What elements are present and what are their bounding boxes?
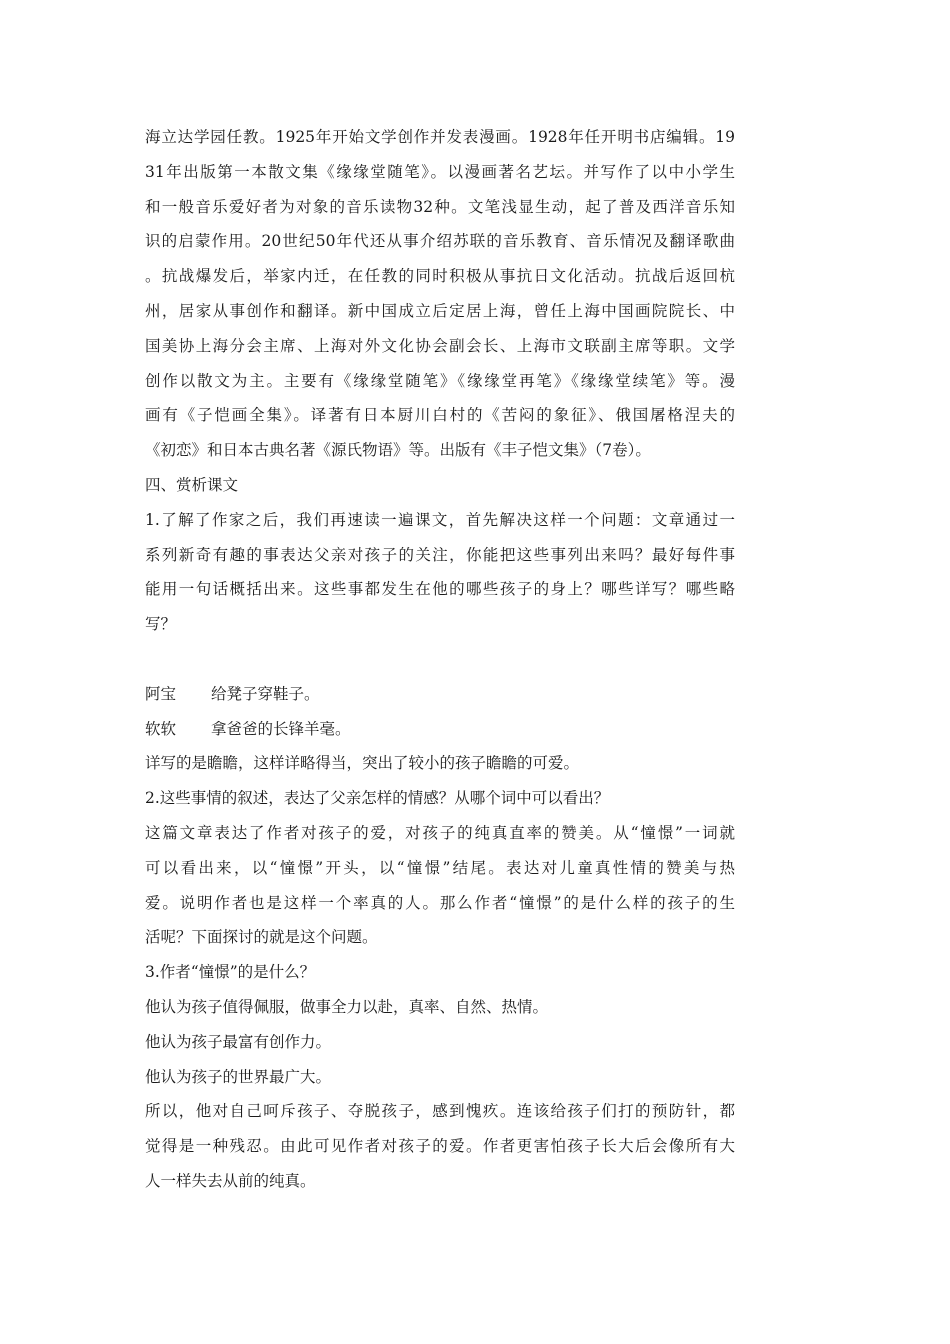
text-line: 画有《子恺画全集》。译著有日本厨川白村的《苦闷的象征》、俄国屠格涅夫的 [145,406,735,425]
text-line: 他认为孩子最富有创作力。 [145,1032,332,1051]
list-item [145,677,735,712]
text-line: 海立达学园任教。1925年开始文学创作并发表漫画。1928年任开明书店编辑。19 [145,128,735,146]
document-page [145,120,735,1199]
text-line: 他认为孩子的世界最广大。 [145,1067,332,1086]
child-event: 给凳子穿鞋子。 [211,684,320,703]
text-line: 31年出版第一本散文集《缘缘堂随笔》。以漫画著名艺坛。并写作了以中小学生 [145,162,735,181]
text-line: 系列新奇有趣的事表达父亲对孩子的关注，你能把这些事列出来吗？最好每件事 [145,545,735,564]
text-line: 《初恋》和日本古典名著《源氏物语》等。出版有《丰子恺文集》（7卷）。 [145,441,651,460]
text-line: 。抗战爆发后，举家内迁，在任教的同时积极从事抗日文化活动。抗战后返回杭 [145,267,735,286]
child-name: 阿宝 [145,684,177,703]
text-line: 人一样失去从前的纯真。 [145,1171,316,1190]
answer-3 [145,990,735,1094]
text-line: 他认为孩子值得佩服，做事全力以赴，真率、自然、热情。 [145,997,549,1016]
biography-paragraph [145,120,735,468]
question-3: 3.作者“憧憬”的是什么？ [145,963,316,982]
text-line: 识的启蒙作用。20世纪50年代还从事介绍苏联的音乐教育、音乐情况及翻译歌曲 [145,232,735,251]
blank-line [145,642,735,677]
section-heading: 四、赏析课文 [145,475,239,494]
conclusion-paragraph [145,1094,735,1198]
detail-note: 详写的是瞻瞻，这样详略得当，突出了较小的孩子瞻瞻的可爱。 [145,754,580,773]
text-line: 1.了解了作家之后，我们再速读一遍课文，首先解决这样一个问题：文章通过一 [145,510,735,529]
list-item [145,712,735,747]
child-event: 拿爸爸的长锋羊毫。 [211,719,351,738]
text-line: 州，居家从事创作和翻译。新中国成立后定居上海，曾任上海中国画院院长、中 [145,301,735,320]
answer-2 [145,816,735,955]
text-line: 活呢？下面探讨的就是这个问题。 [145,928,378,947]
text-line: 可以看出来，以“憧憬”开头，以“憧憬”结尾。表达对儿童真性情的赞美与热 [145,858,735,877]
text-line: 创作以散文为主。主要有《缘缘堂随笔》《缘缘堂再笔》《缘缘堂续笔》等。漫 [145,371,735,390]
text-line: 写？ [145,615,177,634]
text-line: 这篇文章表达了作者对孩子的爱，对孩子的纯真直率的赞美。从“憧憬”一词就 [145,823,735,842]
child-name: 软软 [145,719,177,738]
text-line: 国美协上海分会主席、上海对外文化协会副会长、上海市文联副主席等职。文学 [145,336,735,355]
text-line: 觉得是一种残忍。由此可见作者对孩子的爱。作者更害怕孩子长大后会像所有大 [145,1137,735,1156]
child-event-list [145,677,735,747]
question-2: 2.这些事情的叙述，表达了父亲怎样的情感？从哪个词中可以看出？ [145,789,610,808]
question-1 [145,503,735,642]
text-line: 能用一句话概括出来。这些事都发生在他的哪些孩子的身上？哪些详写？哪些略 [145,580,735,599]
text-line: 爱。说明作者也是这样一个率真的人。那么作者“憧憬”的是什么样的孩子的生 [145,893,735,912]
text-line: 所以，他对自己呵斥孩子、夺脱孩子，感到愧疚。连该给孩子们打的预防针，都 [145,1102,735,1121]
text-line: 和一般音乐爱好者为对象的音乐读物32种。文笔浅显生动，起了普及西洋音乐知 [145,197,735,216]
